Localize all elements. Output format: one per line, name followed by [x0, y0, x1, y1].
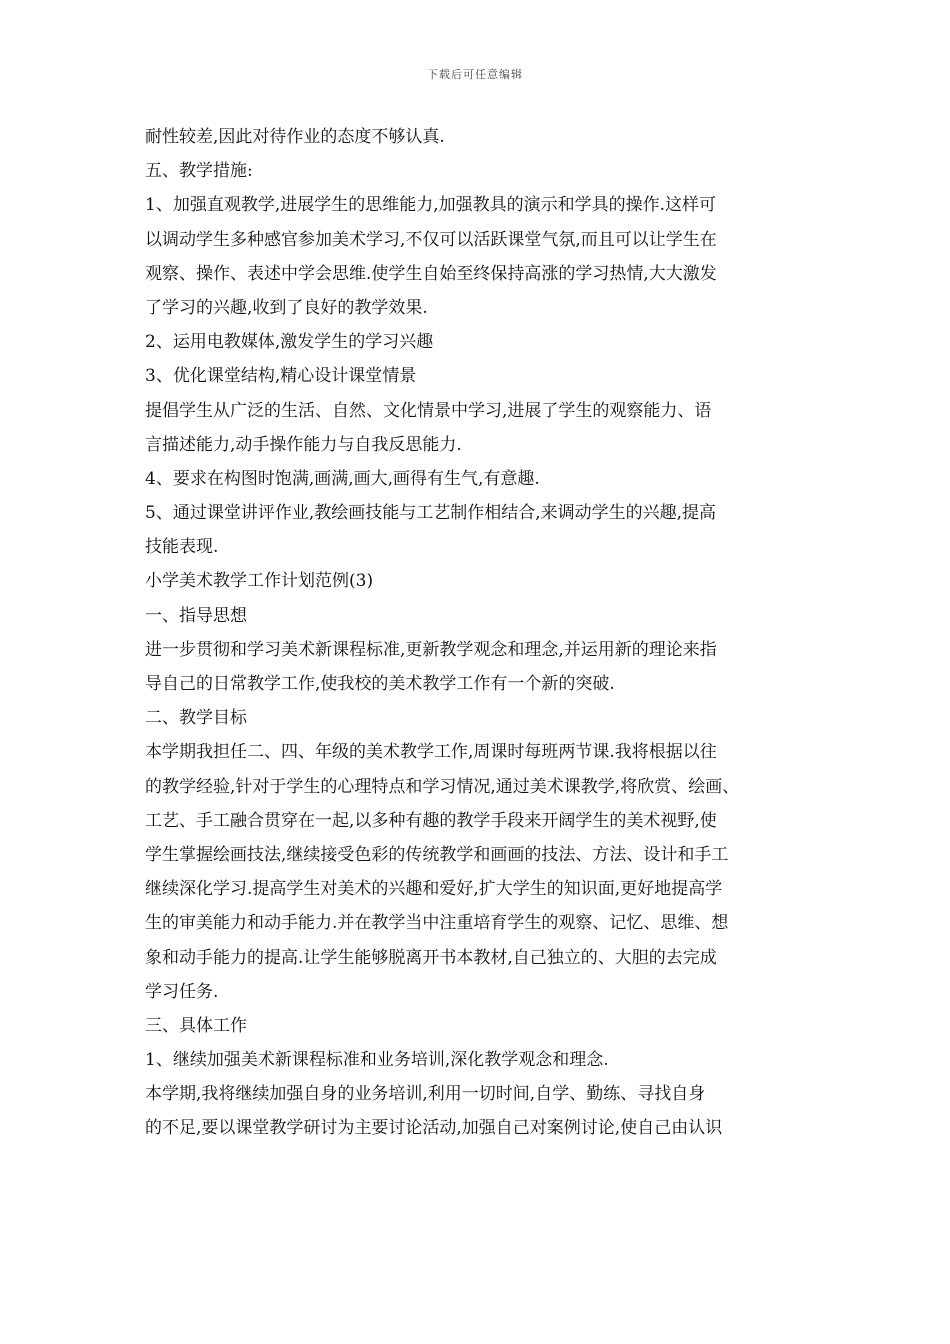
text-line: 以调动学生多种感官参加美术学习,不仅可以活跃课堂气氛,而且可以让学生在: [145, 229, 717, 250]
document-title: 小学美术教学工作计划范例(3): [145, 571, 374, 592]
text-line: 工艺、手工融合贯穿在一起,以多种有趣的教学手段来开阔学生的美术视野,使: [145, 810, 717, 831]
text-line: 学生掌握绘画技法,继续接受色彩的传统教学和画画的技法、方法、设计和手工: [145, 844, 729, 865]
text-line: 继续深化学习.提高学生对美术的兴趣和爱好,扩大学生的知识面,更好地提高学: [145, 879, 723, 900]
text-line: 的教学经验,针对于学生的心理特点和学习情况,通过美术课教学,将欣赏、绘画、: [145, 776, 740, 797]
text-line: 技能表现.: [145, 537, 219, 558]
text-line: 本学期我担任二、四、年级的美术教学工作,周课时每班两节课.我将根据以往: [145, 742, 717, 763]
text-line: 4、要求在构图时饱满,画满,画大,画得有生气,有意趣.: [145, 468, 540, 489]
page-header: 下载后可任意编辑: [427, 68, 523, 81]
text-line: 进一步贯彻和学习美术新课程标准,更新教学观念和理念,并运用新的理论来指: [145, 639, 717, 660]
text-line: 导自己的日常教学工作,使我校的美术教学工作有一个新的突破.: [145, 674, 615, 694]
text-line: 5、通过课堂讲评作业,教绘画技能与工艺制作相结合,来调动学生的兴趣,提高: [145, 503, 717, 524]
text-line: 生的审美能力和动手能力.并在教学当中注重培育学生的观察、记忆、思维、想: [145, 913, 729, 934]
document-body: [145, 120, 815, 1146]
text-line: 2、运用电教媒体,激发学生的学习兴趣: [145, 332, 434, 353]
text-line: 耐性较差,因此对待作业的态度不够认真.: [145, 127, 445, 147]
section-heading: 五、教学措施:: [145, 161, 253, 182]
text-line: 学习任务.: [145, 981, 219, 1002]
text-line: 本学期,我将继续加强自身的业务培训,利用一切时间,自学、勤练、寻找自身: [145, 1084, 706, 1105]
section-heading: 二、教学目标: [145, 708, 247, 729]
text-line: 象和动手能力的提高.让学生能够脱离开书本教材,自己独立的、大胆的去完成: [145, 947, 717, 968]
text-line: 1、加强直观教学,进展学生的思维能力,加强教具的演示和学具的操作.这样可: [145, 195, 717, 216]
text-line: 言描述能力,动手操作能力与自我反思能力.: [145, 434, 462, 455]
text-line: 提倡学生从广泛的生活、自然、文化情景中学习,进展了学生的观察能力、语: [145, 400, 712, 421]
text-line: 了学习的兴趣,收到了良好的教学效果.: [145, 297, 428, 318]
text-line: 3、优化课堂结构,精心设计课堂情景: [145, 366, 417, 387]
text-line: 1、继续加强美术新课程标准和业务培训,深化教学观念和理念.: [145, 1050, 609, 1071]
section-heading: 一、指导思想: [145, 605, 247, 626]
section-heading: 三、具体工作: [145, 1015, 247, 1036]
text-line: 的不足,要以课堂教学研讨为主要讨论活动,加强自己对案例讨论,使自己由认识: [145, 1118, 723, 1139]
text-line: 观察、操作、表述中学会思维.使学生自始至终保持高涨的学习热情,大大激发: [145, 263, 717, 284]
